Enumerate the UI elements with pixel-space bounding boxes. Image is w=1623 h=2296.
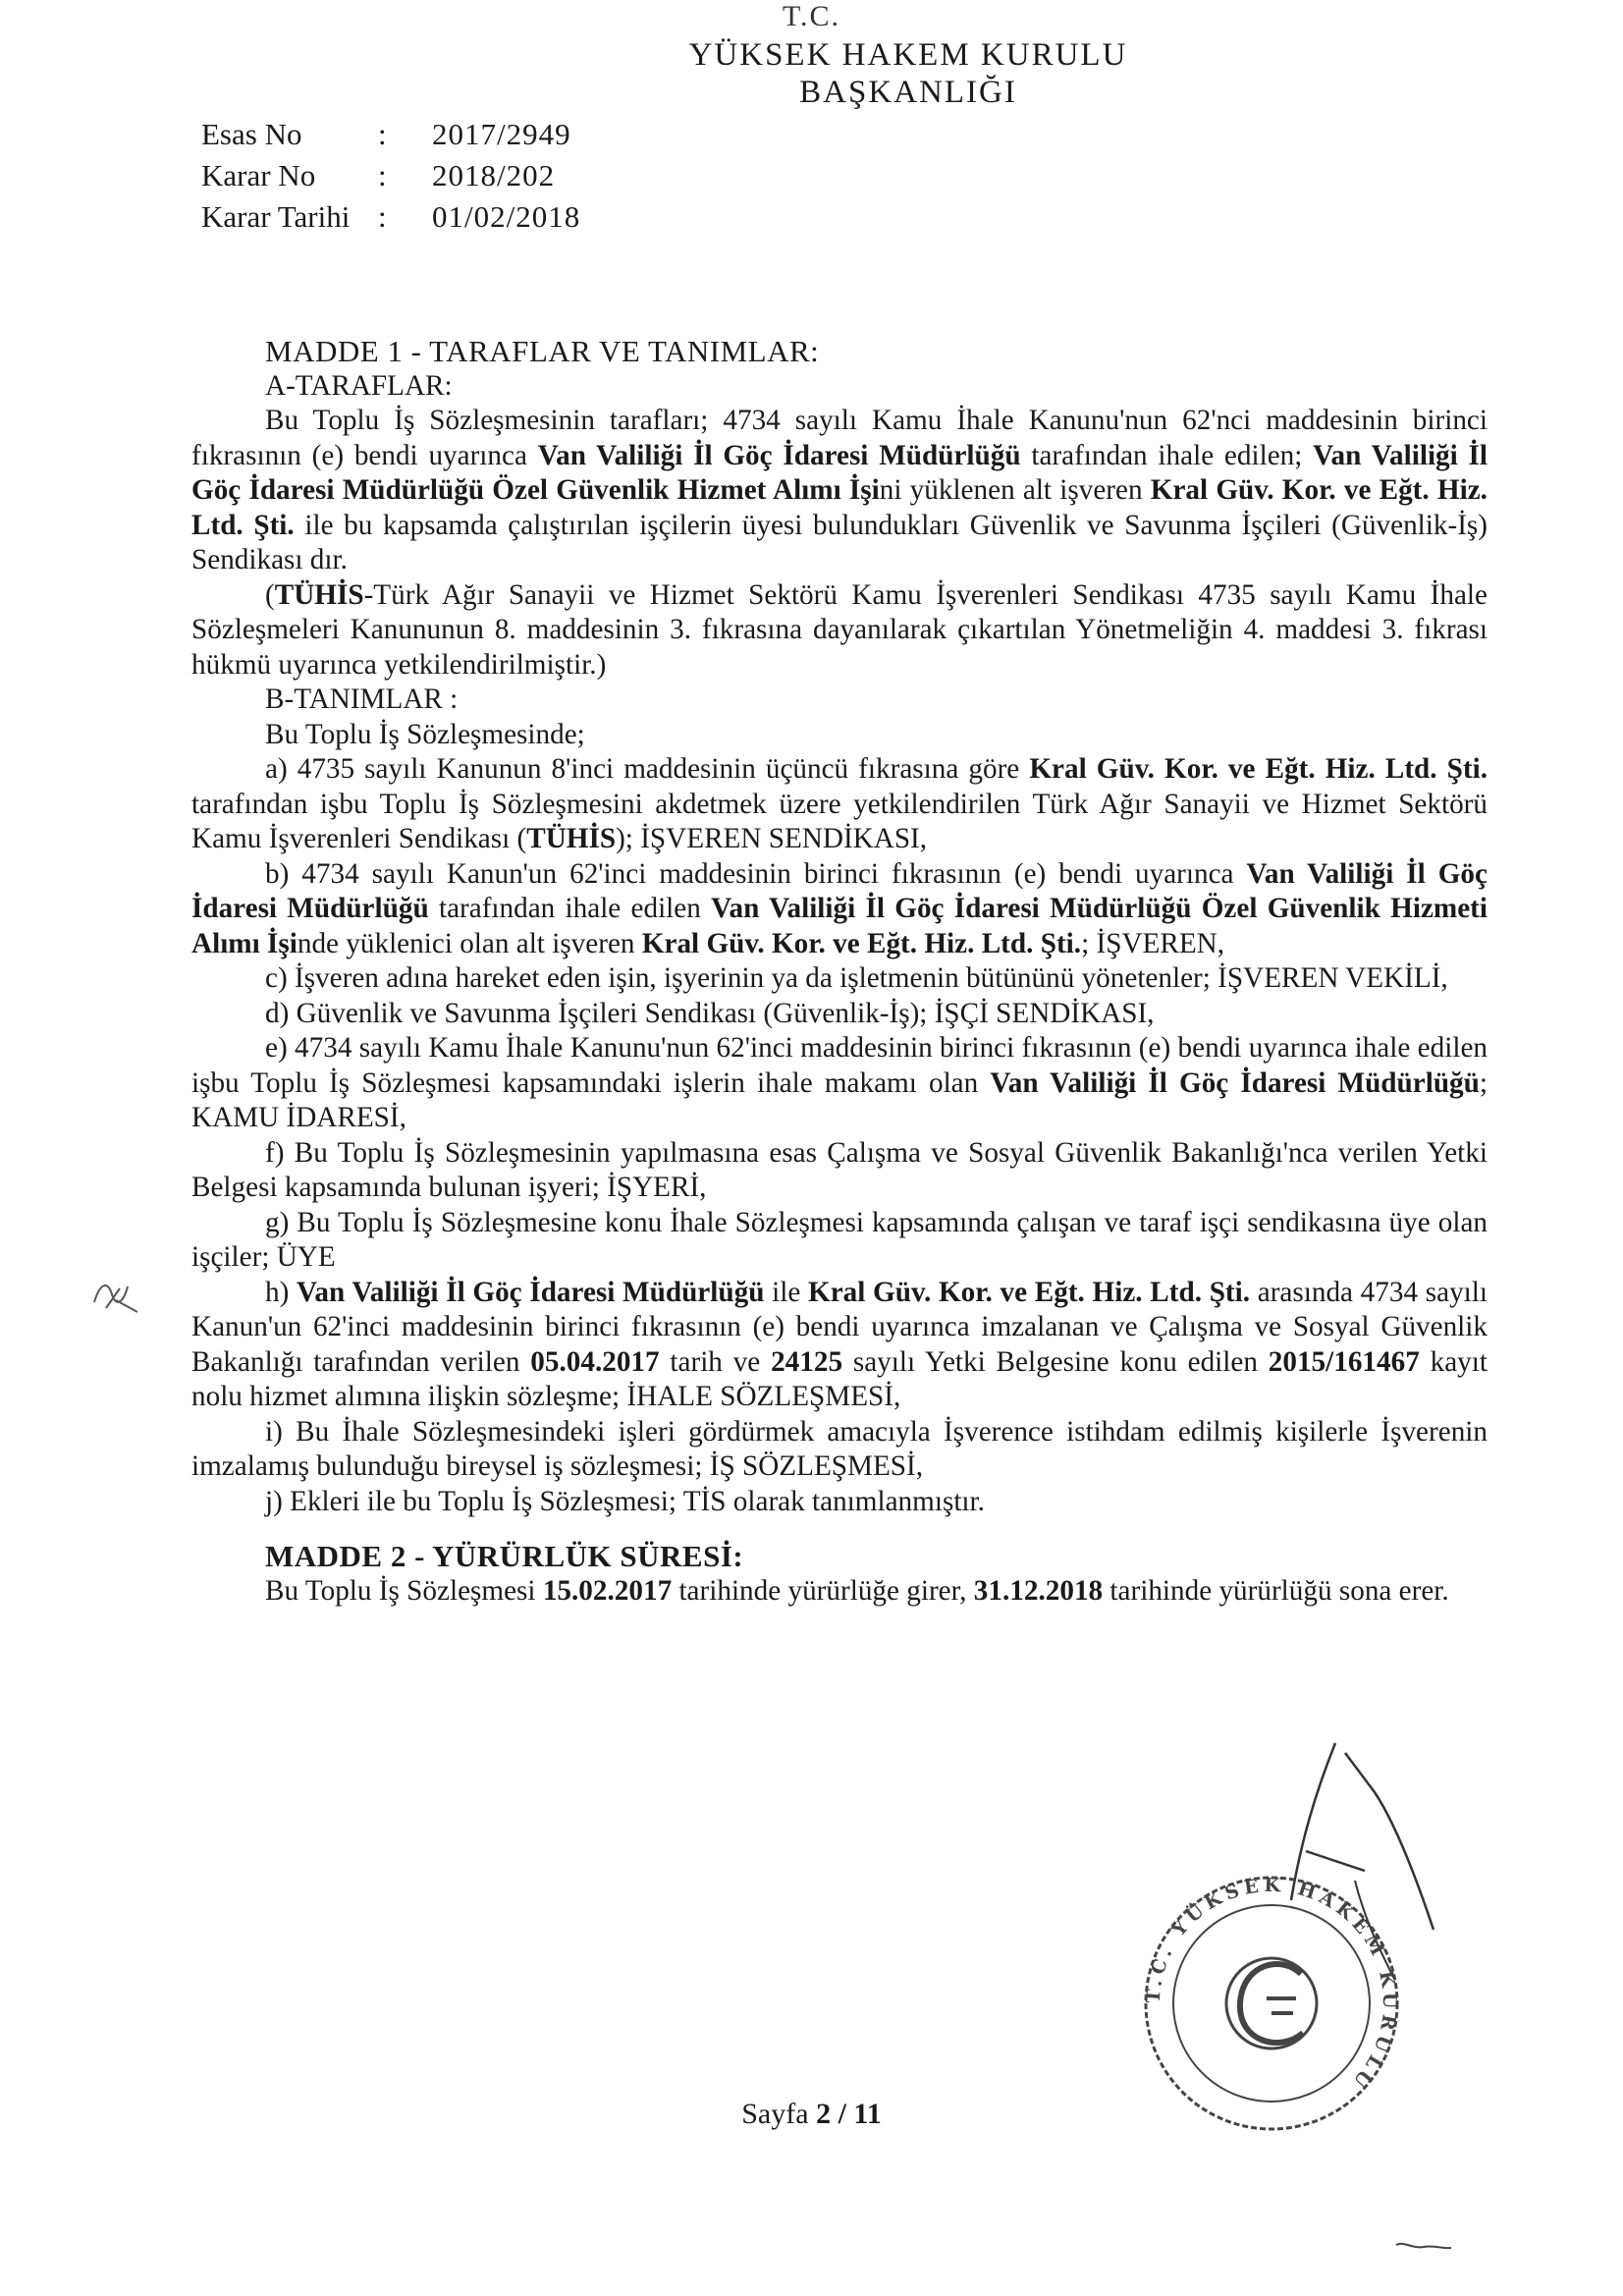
esas-value: 2017/2949 — [432, 117, 571, 151]
bold-run: Van Valiliği İl Göç İdaresi Müdürlüğü Özel Güvenlik Hizmet Alımı İşi — [191, 439, 1488, 506]
definition-a — [191, 752, 1488, 857]
document-body — [191, 334, 1488, 1609]
taraflar-heading: A-TARAFLAR: — [265, 369, 453, 402]
bold-run: MADDE 2 - YÜRÜRLÜK SÜRESİ: — [265, 1539, 744, 1573]
bold-run: TÜHİS — [526, 823, 617, 854]
esas-colon: : — [378, 117, 387, 151]
text-run: tarafından ihale edilen — [428, 893, 712, 924]
text-run: arasında 4734 sayılı Kanun'un 62'inci maddesinin birinci fıkrasının (e) bendi uyarınca imzalanan ve Çalışma ve Sosyal Güvenlik Bakanlığı tarafından verilen — [191, 1276, 1488, 1378]
text-run: b) 4734 sayılı Kanun'un 62'inci maddesinin birinci fıkrasının (e) bendi uyarınca — [265, 857, 1247, 890]
text-run: Bu Toplu İş Sözleşmesinin tarafları; 4734 sayılı Kamu İhale Kanunu'nun 62'nci maddesinin birinci fıkrasının (e) bendi uyarınca — [191, 405, 1488, 471]
bold-run: Van Valiliği İl Göç İdaresi Müdürlüğü — [297, 1276, 765, 1308]
tuhis-paragraph — [191, 578, 1488, 683]
text-run: tarihinde yürürlüğe girer, — [672, 1574, 974, 1607]
text-run: ile bu kapsamda çalıştırılan işçilerin üyesi bulundukları Güvenlik ve Savunma İşçileri (Güvenlik-İş) Sendikası dır. — [191, 509, 1488, 575]
bold-run: TÜHİS — [274, 578, 364, 611]
bold-run: Van Valiliği İl Göç İdaresi Müdürlüğü — [990, 1066, 1480, 1099]
text-run: Bu Toplu İş Sözleşmesi — [265, 1574, 543, 1607]
corner-pen-mark — [1394, 2237, 1453, 2257]
karar-colon: : — [378, 158, 387, 192]
text-run: h) — [265, 1276, 298, 1308]
definition-c: c) İşveren adına hareket eden işin, işyerinin ya da işletmenin bütününü yönetenler; İŞVEREN VEKİLİ, — [265, 962, 1448, 994]
stamp-ring-text: T.C. YÜKSEK HAKEM KURULU — [1142, 1874, 1401, 2096]
text-run: tarih ve — [659, 1345, 772, 1378]
text-run: ; İŞVEREN, — [1081, 927, 1225, 959]
bold-run: Van Valiliği İl Göç İdaresi Müdürlüğü — [537, 439, 1021, 471]
meta-esas-row — [201, 114, 580, 155]
bold-run: Kral Güv. Kor. ve Eğt. Hiz. Ltd. Şti. — [808, 1276, 1251, 1308]
taraflar-paragraph — [191, 404, 1488, 578]
margin-initial-mark — [86, 1273, 145, 1322]
madde2-heading — [191, 1539, 1488, 1574]
page-number: 2 / 11 — [816, 2098, 882, 2130]
karar-label: Karar No — [201, 158, 316, 192]
text-run: tarafından işbu Toplu İş Sözleşmesini akdetmek üzere yetkilendirilen Türk Ağır Sanayii ve Hizmet Sektörü Kamu İşverenleri Sendikası ( — [191, 788, 1488, 854]
madde1-heading: MADDE 1 - TARAFLAR VE TANIMLAR: — [265, 334, 820, 368]
text-run: sayılı Yetki Belgesine konu edilen — [842, 1345, 1269, 1378]
bold-run: Van Valiliği İl Göç İdaresi Müdürlüğü — [191, 857, 1488, 924]
bold-run: Van Valiliği İl Göç İdaresi Müdürlüğü Özel Güvenlik Hizmeti Alımı İşi — [191, 893, 1488, 959]
text-run: tarafından ihale edilen; — [1020, 439, 1314, 471]
text-run: kayıt nolu hizmet alımına ilişkin sözleşme; İHALE SÖZLEŞMESİ, — [191, 1345, 1488, 1412]
definition-d: d) Güvenlik ve Savunma İşçileri Sendikası (Güvenlik-İş); İŞÇİ SENDİKASI, — [265, 997, 1155, 1029]
bold-run: 2015/161467 — [1268, 1345, 1420, 1378]
text-run: ile — [764, 1276, 808, 1308]
tarih-label: Karar Tarihi — [201, 199, 351, 234]
bold-run: 24125 — [771, 1345, 843, 1378]
karar-value: 2018/202 — [432, 158, 556, 192]
text-run: ni yüklenen alt işveren — [879, 474, 1151, 506]
bold-run: Kral Güv. Kor. ve Eğt. Hiz. Ltd. Şti. — [1029, 753, 1488, 785]
text-run: ( — [265, 578, 275, 611]
definition-i: i) Bu İhale Sözleşmesindeki işleri gördürmek amacıyla İşverence istihdam edilmiş kişilerle İşverenin imzalamış bulunduğu bireysel iş sözleşmesi; İŞ SÖZLEŞMESİ, — [191, 1415, 1488, 1482]
definition-h — [191, 1276, 1488, 1415]
page-label: Sayfa — [741, 2098, 817, 2130]
definition-b — [191, 857, 1488, 962]
definition-e — [191, 1031, 1488, 1136]
header-title-line1: YÜKSEK HAKEM KURULU — [688, 37, 1128, 73]
meta-tarih-row — [201, 196, 580, 238]
bold-run: 05.04.2017 — [530, 1345, 660, 1378]
text-run: ; KAMU İDARESİ, — [191, 1066, 1488, 1133]
tarih-colon: : — [378, 199, 387, 234]
page-footer — [0, 2098, 1623, 2131]
definition-j: j) Ekleri ile bu Toplu İş Sözleşmesi; TİS olarak tanımlanmıştır. — [265, 1485, 985, 1517]
definition-f: f) Bu Toplu İş Sözleşmesinin yapılmasına esas Çalışma ve Sosyal Güvenlik Bakanlığı'nca verilen Yetki Belgesi kapsamında bulunan işyeri; İŞYERİ, — [191, 1136, 1488, 1203]
header-tc: T.C. — [782, 0, 841, 32]
tanimlar-heading: B-TANIMLAR : — [265, 683, 459, 715]
tanimlar-intro: Bu Toplu İş Sözleşmesinde; — [265, 718, 585, 750]
tarih-value: 01/02/2018 — [432, 199, 581, 234]
definition-g: g) Bu Toplu İş Sözleşmesine konu İhale Sözleşmesi kapsamında çalışan ve taraf işçi sendikasına üye olan işçiler; ÜYE — [191, 1206, 1488, 1273]
text-run: nde yüklenici olan alt işveren — [297, 927, 642, 959]
header-title-line2: BAŞKANLIĞI — [799, 75, 1017, 110]
text-run: ); İŞVEREN SENDİKASI, — [616, 823, 928, 854]
text-run: tarihinde yürürlüğü sona erer. — [1103, 1574, 1449, 1607]
bold-run: 15.02.2017 — [542, 1574, 673, 1607]
text-run: a) 4735 sayılı Kanunun 8'inci maddesinin üçüncü fıkrasına göre — [265, 753, 1030, 785]
bold-run: Kral Güv. Kor. ve Eğt. Hiz. Ltd. Şti. — [641, 927, 1082, 959]
madde2-paragraph — [191, 1574, 1488, 1610]
case-meta — [201, 114, 580, 238]
text-run: -Türk Ağır Sanayii ve Hizmet Sektörü Kamu İşverenleri Sendikası 4735 sayılı Kamu İhale Sözleşmeleri Kanununun 8. maddesinin 3. fıkrasına dayanılarak çıkartılan Yönetmeliğin 4. maddesi 3. fıkrası hükmü uyarınca yetkilendirilmiştir.) — [191, 578, 1488, 681]
svg-text:T.C. YÜKSEK HAKEM KURULU — [1143, 1875, 1400, 2096]
text-run: e) 4734 sayılı Kamu İhale Kanunu'nun 62'inci maddesinin birinci fıkrasının (e) bendi uyarınca ihale edilen işbu Toplu İş Sözleşmesi kapsamındaki işlerin ihale makamı olan — [191, 1032, 1488, 1099]
meta-karar-row — [201, 155, 580, 196]
bold-run: 31.12.2018 — [973, 1574, 1104, 1607]
esas-label: Esas No — [201, 117, 302, 151]
bold-run: Kral Güv. Kor. ve Eğt. Hiz. Ltd. Şti. — [191, 474, 1488, 541]
